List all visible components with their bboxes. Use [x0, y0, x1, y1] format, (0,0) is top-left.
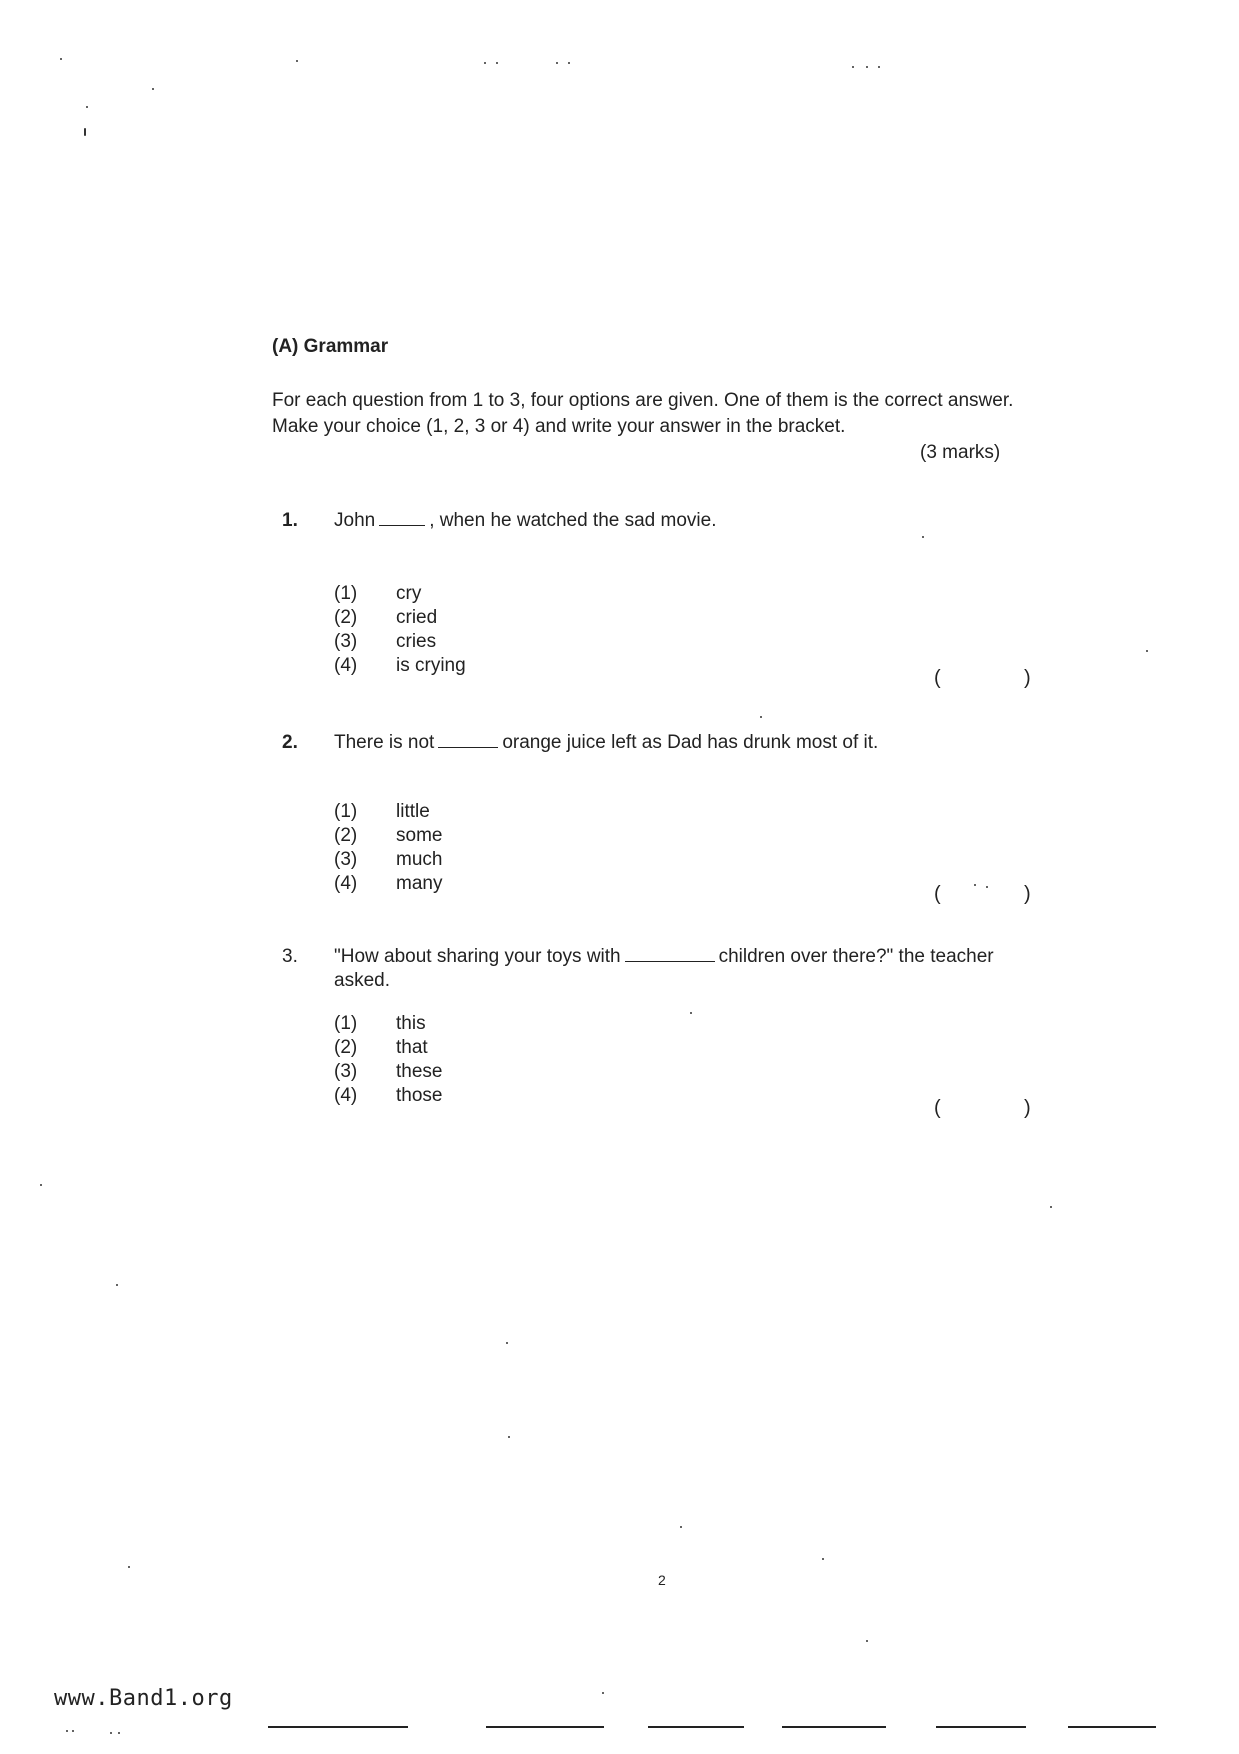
option: (4) many: [334, 873, 443, 894]
question-text-before: John: [334, 510, 376, 531]
question-2-options: [334, 800, 442, 896]
option: (3) cries: [334, 631, 437, 652]
option: (2) some: [334, 825, 443, 846]
scan-speck: [1050, 1206, 1052, 1208]
answer-bracket-close: ): [1024, 1097, 1031, 1119]
scan-speck: [922, 536, 924, 538]
question-3-text: [334, 945, 1034, 993]
scan-dash: [648, 1726, 744, 1728]
scan-speck: [84, 128, 86, 136]
scan-speck: [128, 1566, 130, 1568]
question-text-after: children over there?" the teacher asked.: [334, 946, 994, 991]
question-number: 1.: [282, 510, 298, 531]
question-text-after: orange juice left as Dad has drunk most of it.: [502, 732, 879, 753]
scan-speck: [296, 60, 298, 62]
scan-speck: [508, 1436, 510, 1438]
answer-bracket-close: ): [1024, 667, 1031, 689]
scan-speck: [568, 62, 570, 64]
option: (3) these: [334, 1061, 443, 1082]
section-title: (A) Grammar: [272, 336, 389, 357]
scan-speck: [66, 1730, 68, 1732]
scan-speck: [40, 1184, 42, 1186]
scan-speck: [116, 1284, 118, 1286]
footer-url[interactable]: www.Band1.org: [54, 1686, 233, 1711]
scan-speck: [86, 106, 88, 108]
question-1-text: [334, 509, 974, 533]
scan-speck: [680, 1526, 682, 1528]
answer-blank: [625, 947, 715, 962]
scan-speck: [852, 66, 854, 68]
option: (1) cry: [334, 583, 422, 604]
scan-speck: [760, 716, 762, 718]
scan-dash: [268, 1726, 408, 1728]
scan-speck: [986, 886, 988, 888]
scan-speck: [110, 1732, 112, 1734]
question-1-options: [334, 582, 466, 678]
option: (2) that: [334, 1037, 428, 1058]
question-3-options: [334, 1012, 442, 1108]
question-text-before: "How about sharing your toys with: [334, 946, 621, 967]
scan-speck: [866, 66, 868, 68]
option: (1) little: [334, 801, 430, 822]
question-text-before: There is not: [334, 732, 435, 753]
scan-speck: [556, 62, 558, 64]
answer-bracket-open[interactable]: (: [934, 1097, 941, 1119]
question-1: [282, 510, 298, 532]
scan-speck: [690, 1012, 692, 1014]
scan-dash: [486, 1726, 604, 1728]
marks-label: (3 marks): [920, 442, 1001, 463]
option: (4) those: [334, 1085, 443, 1106]
scan-speck: [878, 66, 880, 68]
scan-speck: [506, 1342, 508, 1344]
option: (2) cried: [334, 607, 438, 628]
answer-bracket-open[interactable]: (: [934, 883, 941, 905]
page-number: 2: [658, 1572, 666, 1588]
question-3: [282, 946, 298, 968]
scan-dash: [936, 1726, 1026, 1728]
scan-speck: [484, 62, 486, 64]
scan-speck: [1146, 650, 1148, 652]
scan-speck: [974, 884, 976, 886]
scan-dash: [1068, 1726, 1156, 1728]
scan-dash: [782, 1726, 886, 1728]
option: (4) is crying: [334, 655, 466, 676]
answer-bracket-open[interactable]: (: [934, 667, 941, 689]
question-2: [282, 732, 298, 754]
option: (1) this: [334, 1013, 426, 1034]
scan-speck: [60, 58, 62, 60]
question-text-after: , when he watched the sad movie.: [429, 510, 717, 531]
option: (3) much: [334, 849, 443, 870]
question-2-text: [334, 731, 1014, 755]
scan-speck: [866, 1640, 868, 1642]
answer-blank: [438, 733, 498, 748]
scan-speck: [152, 88, 154, 90]
instructions: For each question from 1 to 3, four options are given. One of them is the correct answer. Make your choice (1, 2, 3 or 4) and write your answer in the bracket.: [272, 390, 1014, 437]
scan-speck: [496, 62, 498, 64]
question-number: 2.: [282, 732, 298, 753]
answer-blank: [379, 511, 425, 526]
scan-speck: [72, 1730, 74, 1732]
answer-bracket-close: ): [1024, 883, 1031, 905]
question-number: 3.: [282, 946, 298, 967]
scan-speck: [822, 1558, 824, 1560]
scan-speck: [602, 1692, 604, 1694]
scan-speck: [118, 1732, 120, 1734]
